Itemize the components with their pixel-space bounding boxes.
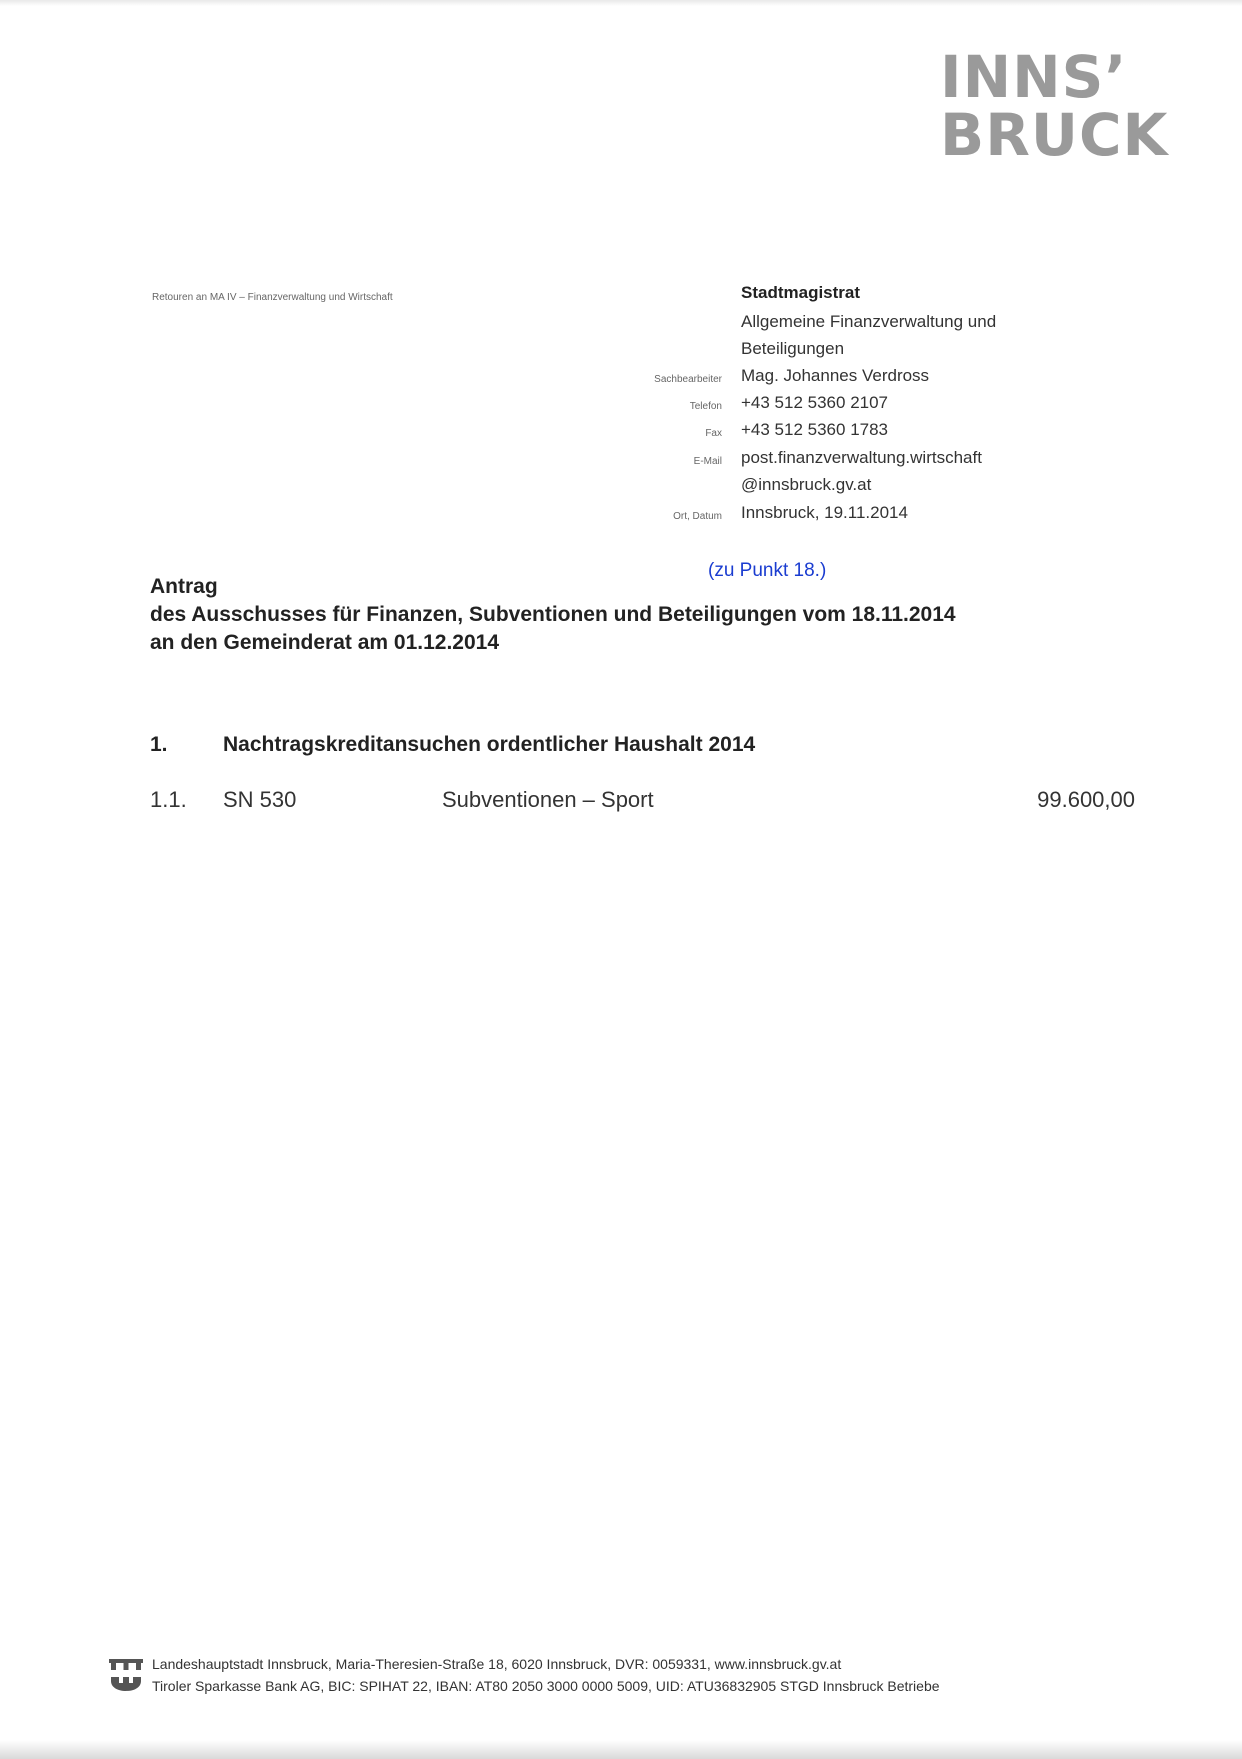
document-heading (150, 573, 956, 657)
footer-bank: Tiroler Sparkasse Bank AG, BIC: SPIHAT 22, IBAN: AT80 2050 3000 0000 5009, UID: ATU36832905 STGD Innsbruck Betriebe (152, 1678, 940, 1694)
fax-value: +43 512 5360 1783 (741, 420, 889, 439)
phone-value: +43 512 5360 2107 (741, 393, 889, 412)
clerk-name: Mag. Johannes Verdross (741, 366, 930, 385)
phone-label: Telefon (689, 401, 722, 412)
email-value-line-2[interactable]: @innsbruck.gv.at (741, 475, 872, 494)
place-date-label: Ort, Datum (673, 511, 722, 522)
place-date-value: Innsbruck, 19.11.2014 (741, 503, 908, 522)
agenda-note: (zu Punkt 18.) (708, 560, 827, 581)
footer-address: Landeshauptstadt Innsbruck, Maria-Theresien-Straße 18, 6020 Innsbruck, DVR: 0059331, www.innsbruck.gv.at (152, 1656, 842, 1672)
sender-department-line-2: Beteiligungen (741, 339, 845, 358)
heading-line-3: an den Gemeinderat am 01.12.2014 (150, 631, 500, 654)
sender-title: Stadtmagistrat (741, 283, 861, 302)
heading-line-1: Antrag (150, 575, 218, 598)
email-label: E-Mail (693, 456, 722, 467)
row-number: 1.1. (150, 787, 187, 812)
city-coat-of-arms-icon (107, 1655, 145, 1693)
email-value-line-1[interactable]: post.finanzverwaltung.wirtschaft (741, 448, 982, 467)
fax-label: Fax (705, 428, 722, 439)
logo-line-1: INNS’ (940, 43, 1128, 111)
section-title: Nachtragskreditansuchen ordentlicher Haushalt 2014 (223, 733, 756, 756)
return-address: Retouren an MA IV – Finanzverwaltung und Wirtschaft (152, 292, 393, 303)
sender-department-line-1: Allgemeine Finanzverwaltung und (741, 312, 997, 331)
logo-line-2: BRUCK (940, 101, 1169, 169)
clerk-label: Sachbearbeiter (654, 374, 722, 385)
row-code: SN 530 (223, 787, 297, 812)
row-description: Subventionen – Sport (442, 787, 654, 812)
page-top-edge (0, 0, 1242, 6)
page-bottom-edge (0, 1740, 1242, 1759)
innsbruck-logo (940, 43, 1180, 169)
section-number: 1. (150, 733, 168, 756)
heading-line-2: des Ausschusses für Finanzen, Subventionen und Beteiligungen vom 18.11.2014 (150, 603, 956, 626)
row-amount: 99.600,00 (1037, 787, 1135, 812)
